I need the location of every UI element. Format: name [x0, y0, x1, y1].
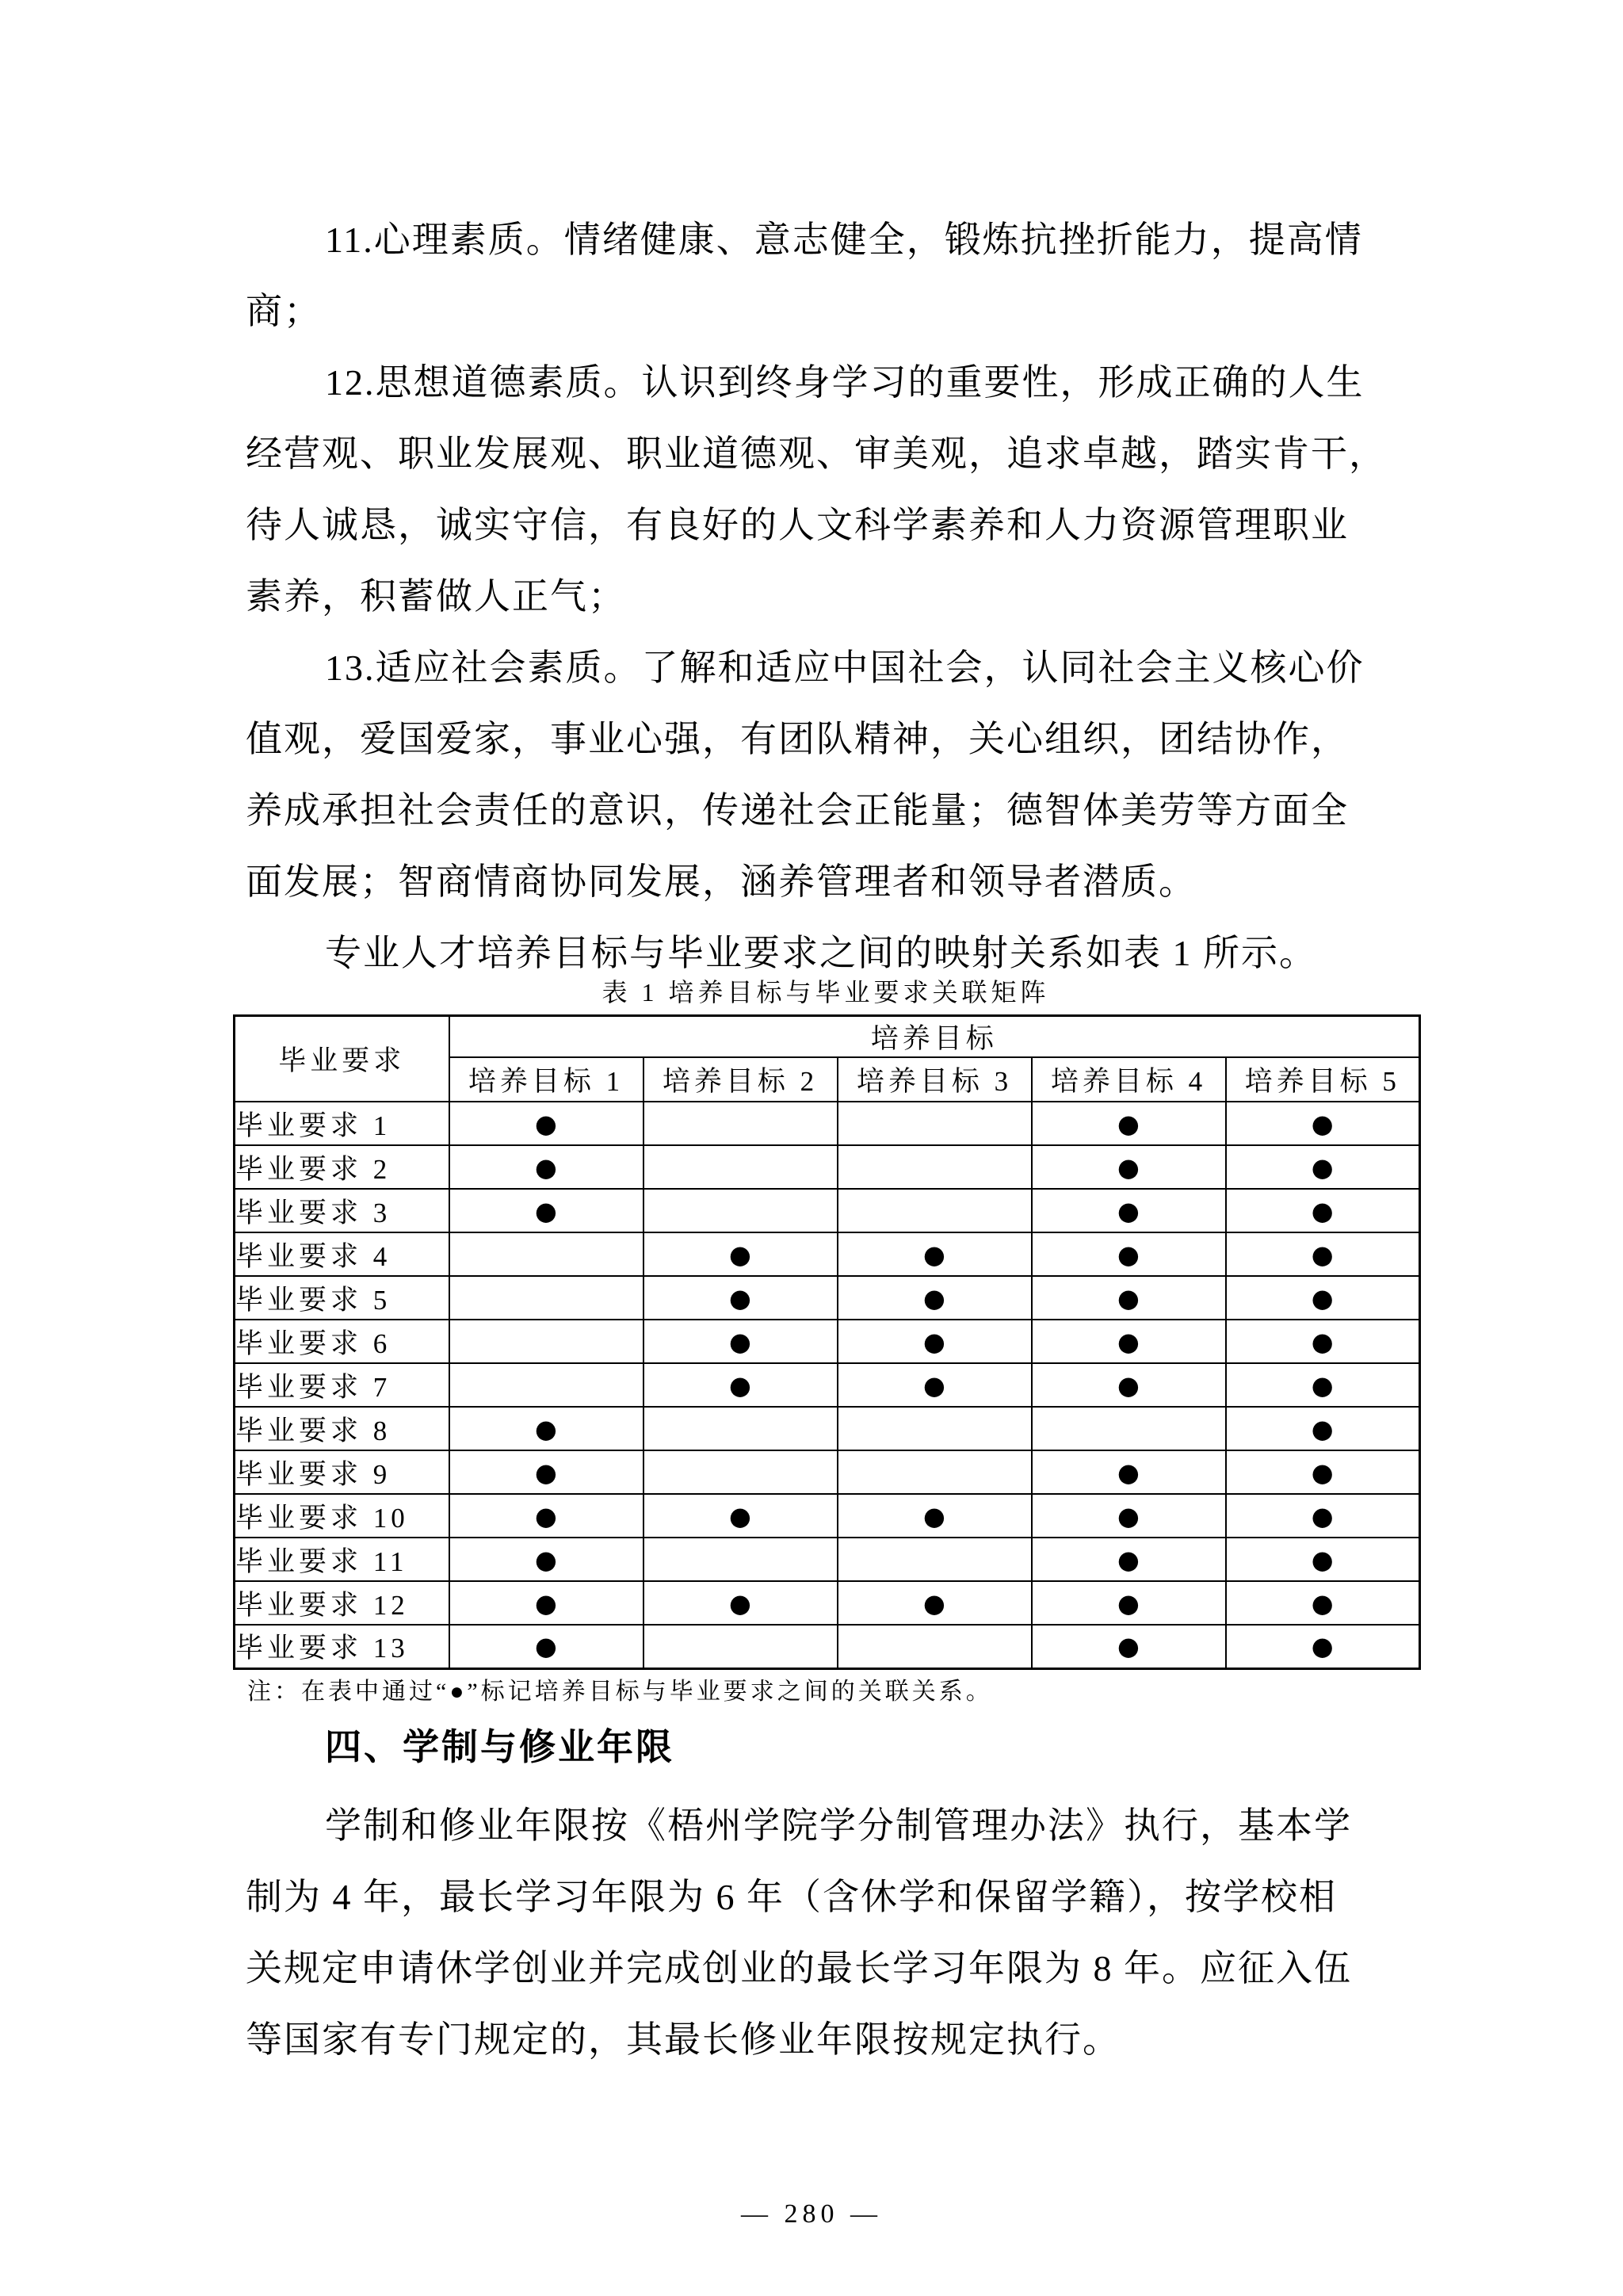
matrix-cell: ●: [449, 1189, 643, 1232]
row-label-cell: 毕业要求 6: [235, 1320, 449, 1363]
matrix-cell: ●: [1226, 1450, 1420, 1494]
page-number: — 280 —: [741, 2199, 882, 2229]
col-header-cell: 培养目标 4: [1032, 1057, 1226, 1102]
matrix-cell: [838, 1145, 1032, 1189]
matrix-cell: ●: [838, 1363, 1032, 1407]
paragraph-line: 待人诚恳，诚实守信，有良好的人文科学素养和人力资源管理职业: [246, 505, 1349, 545]
matrix-cell: [643, 1145, 838, 1189]
paragraph-line: 13.适应社会素质。了解和适应中国社会，认同社会主义核心价: [325, 648, 1365, 688]
table-header-row: [235, 1016, 1420, 1058]
matrix-cell: ●: [449, 1407, 643, 1450]
table-row: [235, 1145, 1420, 1189]
matrix-cell: [643, 1102, 838, 1145]
matrix-cell: ●: [838, 1232, 1032, 1276]
table-caption: 表 1 培养目标与毕业要求关联矩阵: [601, 978, 1050, 1007]
matrix-cell: [838, 1189, 1032, 1232]
paragraph-line: 制为 4 年，最长学习年限为 6 年（含休学和保留学籍），按学校相: [246, 1877, 1337, 1917]
matrix-cell: [1032, 1407, 1226, 1450]
matrix-cell: ●: [838, 1581, 1032, 1625]
row-label-cell: 毕业要求 10: [235, 1494, 449, 1538]
matrix-cell: ●: [643, 1320, 838, 1363]
matrix-cell: ●: [1226, 1625, 1420, 1668]
matrix-cell: ●: [1226, 1581, 1420, 1625]
matrix-cell: ●: [1032, 1102, 1226, 1145]
table-row: [235, 1450, 1420, 1494]
table-row: [235, 1232, 1420, 1276]
section-heading: 四、学制与修业年限: [325, 1726, 674, 1767]
matrix-cell: ●: [1032, 1320, 1226, 1363]
paragraph-13: [246, 632, 1434, 918]
row-label-cell: 毕业要求 9: [235, 1450, 449, 1494]
matrix-cell: [838, 1450, 1032, 1494]
matrix-cell: ●: [1226, 1276, 1420, 1320]
matrix-cell: ●: [838, 1276, 1032, 1320]
matrix-cell: [449, 1276, 643, 1320]
table-row: [235, 1276, 1420, 1320]
matrix-cell: [838, 1625, 1032, 1668]
table-row: [235, 1538, 1420, 1581]
row-label-cell: 毕业要求 1: [235, 1102, 449, 1145]
table-row: [235, 1407, 1420, 1450]
matrix-cell: ●: [1226, 1232, 1420, 1276]
col-header-cell: 培养目标 3: [838, 1057, 1032, 1102]
table-row: [235, 1581, 1420, 1625]
matrix-cell: ●: [643, 1363, 838, 1407]
matrix-cell: ●: [1032, 1232, 1226, 1276]
paragraph-12: [246, 347, 1434, 632]
paragraph-line: 养成承担社会责任的意识，传递社会正能量；德智体美劳等方面全: [246, 790, 1349, 831]
matrix-cell: [643, 1450, 838, 1494]
table-row: [235, 1494, 1420, 1538]
paragraph-line: 12.思想道德素质。认识到终身学习的重要性，形成正确的人生: [325, 362, 1365, 403]
paragraph-schooling: [246, 1790, 1434, 2076]
matrix-cell: ●: [1226, 1494, 1420, 1538]
table-row: [235, 1102, 1420, 1145]
matrix-cell: [449, 1320, 643, 1363]
paragraph-line: 经营观、职业发展观、职业道德观、审美观，追求卓越，踏实肯干，: [246, 434, 1387, 474]
matrix-cell: [643, 1625, 838, 1668]
matrix-cell: ●: [643, 1276, 838, 1320]
row-label-cell: 毕业要求 11: [235, 1538, 449, 1581]
mapping-table: [233, 1014, 1421, 1670]
paragraph-line: 关规定申请休学创业并完成创业的最长学习年限为 8 年。应征入伍: [246, 1948, 1352, 1988]
row-label-cell: 毕业要求 13: [235, 1625, 449, 1668]
matrix-cell: ●: [1226, 1320, 1420, 1363]
col-header-cell: 培养目标 2: [643, 1057, 838, 1102]
matrix-cell: ●: [449, 1450, 643, 1494]
table-row: [235, 1625, 1420, 1668]
table-note: 注：在表中通过“●”标记培养目标与毕业要求之间的关联关系。: [247, 1679, 993, 1705]
paragraph-11: [246, 204, 1434, 347]
matrix-cell: [643, 1538, 838, 1581]
row-label-cell: 毕业要求 8: [235, 1407, 449, 1450]
row-label-cell: 毕业要求 12: [235, 1581, 449, 1625]
col-header-cell: 培养目标 1: [449, 1057, 643, 1102]
matrix-cell: ●: [449, 1538, 643, 1581]
row-label-cell: 毕业要求 7: [235, 1363, 449, 1407]
paragraph-line: 素养，积蓄做人正气；: [246, 576, 626, 617]
matrix-cell: ●: [449, 1494, 643, 1538]
matrix-cell: ●: [1032, 1276, 1226, 1320]
paragraph-line: 面发展；智商情商协同发展，涵养管理者和领导者潜质。: [246, 861, 1197, 902]
matrix-cell: ●: [1226, 1102, 1420, 1145]
matrix-cell: ●: [1032, 1145, 1226, 1189]
matrix-cell: ●: [1032, 1625, 1226, 1668]
matrix-cell: [838, 1538, 1032, 1581]
paragraph-line: 11.心理素质。情绪健康、意志健全，锻炼抗挫折能力，提高情: [325, 220, 1363, 260]
table-row: [235, 1320, 1420, 1363]
matrix-cell: [449, 1363, 643, 1407]
matrix-cell: ●: [1032, 1538, 1226, 1581]
matrix-cell: ●: [449, 1145, 643, 1189]
matrix-cell: ●: [643, 1232, 838, 1276]
row-label-cell: 毕业要求 3: [235, 1189, 449, 1232]
matrix-cell: ●: [643, 1581, 838, 1625]
matrix-cell: ●: [838, 1494, 1032, 1538]
row-label-cell: 毕业要求 4: [235, 1232, 449, 1276]
matrix-cell: [643, 1189, 838, 1232]
matrix-cell: ●: [838, 1320, 1032, 1363]
paragraph-line: 学制和修业年限按《梧州学院学分制管理办法》执行，基本学: [325, 1805, 1352, 1846]
matrix-cell: ●: [449, 1102, 643, 1145]
table-row: [235, 1189, 1420, 1232]
paragraph-line: 专业人才培养目标与毕业要求之间的映射关系如表 1 所示。: [325, 933, 1317, 973]
matrix-cell: ●: [1032, 1450, 1226, 1494]
matrix-cell: ●: [1226, 1538, 1420, 1581]
matrix-cell: ●: [1032, 1581, 1226, 1625]
matrix-cell: ●: [449, 1581, 643, 1625]
matrix-cell: ●: [1032, 1363, 1226, 1407]
matrix-cell: ●: [1032, 1494, 1226, 1538]
group-header-cell: 培养目标: [449, 1016, 1420, 1058]
col-header-cell: 培养目标 5: [1226, 1057, 1420, 1102]
matrix-cell: ●: [1226, 1407, 1420, 1450]
matrix-cell: [838, 1407, 1032, 1450]
paragraph-line: 值观，爱国爱家，事业心强，有团队精神，关心组织，团结协作，: [246, 719, 1349, 759]
paragraph-line: 商；: [246, 291, 322, 331]
matrix-cell: ●: [449, 1625, 643, 1668]
matrix-cell: [643, 1407, 838, 1450]
table-row: [235, 1363, 1420, 1407]
corner-header-cell: 毕业要求: [235, 1016, 449, 1102]
matrix-cell: ●: [643, 1494, 838, 1538]
matrix-cell: ●: [1032, 1189, 1226, 1232]
matrix-cell: ●: [1226, 1145, 1420, 1189]
paragraph-line: 等国家有专门规定的，其最长修业年限按规定执行。: [246, 2019, 1121, 2060]
matrix-cell: [449, 1232, 643, 1276]
matrix-cell: ●: [1226, 1363, 1420, 1407]
matrix-cell: [838, 1102, 1032, 1145]
matrix-cell: ●: [1226, 1189, 1420, 1232]
row-label-cell: 毕业要求 5: [235, 1276, 449, 1320]
row-label-cell: 毕业要求 2: [235, 1145, 449, 1189]
